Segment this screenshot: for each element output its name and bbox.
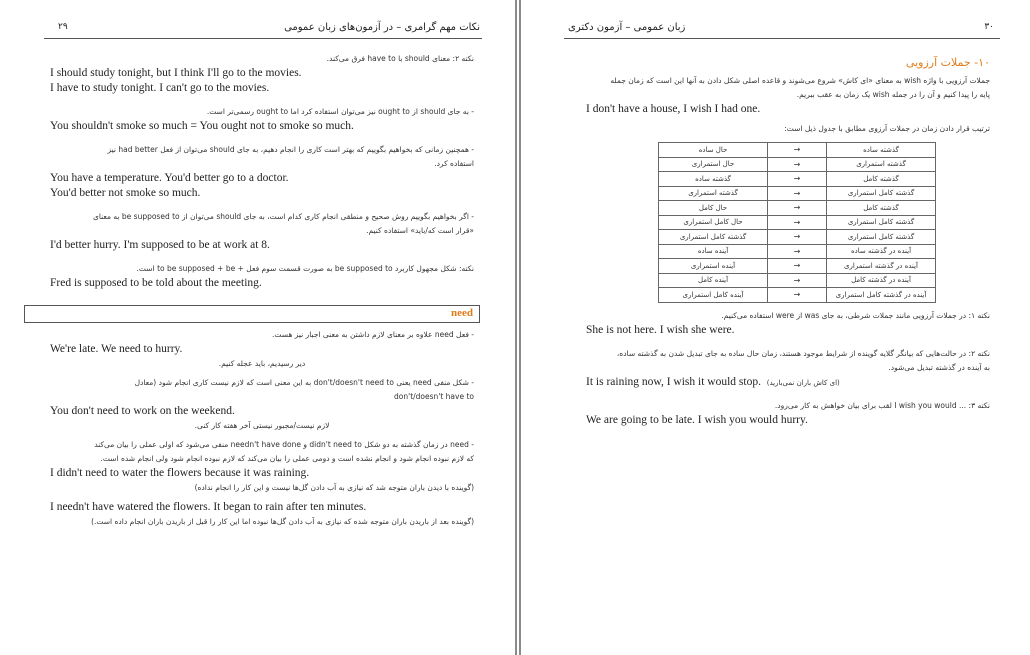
note-text: - need در زمان گذشته به دو شکل didn't need to و needn't have done منفی می‌شود که اولی عملی را بیان می‌کند bbox=[94, 440, 474, 449]
arrow-cell: → bbox=[768, 157, 827, 172]
note-text: نکته ۲: معنای should با have to فرق می‌کند. bbox=[326, 54, 474, 63]
tense-target-cell: گذشته ساده bbox=[827, 143, 936, 158]
tense-source-cell: گذشته ساده bbox=[659, 172, 768, 187]
intro-text: پایه را پیدا کنیم و آن را در جمله wish یک زمان به عقب ببریم. bbox=[796, 90, 990, 99]
translation-text: (گوینده بعد از باریدن باران متوجه شده که نیازی به آب دادن گل‌ها نبوده اما این کار را قبل از باریدن باران انجام داده است.) bbox=[91, 517, 474, 526]
tense-table-row bbox=[659, 157, 936, 172]
note-text: نکته: شکل مجهول کاربرد be supposed to به صورت قسمت سوم فعل + to be supposed + be است. bbox=[136, 264, 474, 273]
need-section-heading bbox=[24, 305, 480, 323]
example-sentence: I should study tonight, but I think I'll go to the movies. bbox=[50, 67, 302, 79]
right-page-number: ۳۰ bbox=[984, 22, 994, 32]
tense-target-cell: آینده در گذشته کامل bbox=[827, 273, 936, 288]
note-text: - به جای should از ought to نیز می‌توان استفاده کرد اما ought to رسمی‌تر است. bbox=[206, 107, 474, 116]
right-page-header-title: زبان عمومی – آزمون دکتری bbox=[568, 22, 686, 33]
section-title: ۱۰- جملات آرزویی bbox=[905, 56, 990, 69]
tense-target-cell: گذشته کامل استمراری bbox=[827, 186, 936, 201]
tense-table-row bbox=[659, 215, 936, 230]
intro-text: جملات آرزویی با واژه wish به معنای «ای کاش» شروع می‌شوند و قاعده اصلی شکل دادن به آنها این است که زمان جمله bbox=[610, 76, 990, 85]
tense-target-cell: آینده در گذشته ساده bbox=[827, 244, 936, 259]
arrow-cell: → bbox=[768, 215, 827, 230]
right-page-header bbox=[564, 22, 1000, 39]
right-page-content bbox=[586, 56, 990, 428]
example-sentence-text: It is raining now, I wish it would stop. bbox=[586, 375, 761, 388]
tense-source-cell: آینده کامل استمراری bbox=[659, 288, 768, 303]
tense-table-row bbox=[659, 288, 936, 303]
note-text: نکته ۲: در حالت‌هایی که بیانگر گلایه گوینده از شرایط موجود هستند، زمان حال ساده به جای تبدیل شدن به گذشته ساده، bbox=[616, 348, 990, 358]
example-sentence: I'd better hurry. I'm supposed to be at work at 8. bbox=[50, 239, 270, 251]
right-page bbox=[522, 0, 1030, 655]
note-text: استفاده کرد. bbox=[434, 159, 474, 168]
page-gutter-line bbox=[519, 0, 521, 655]
note-text: به آینده در گذشته تبدیل می‌شود. bbox=[888, 362, 990, 372]
left-page-header-title: نکات مهم گرامری – در آزمون‌های زبان عمومی bbox=[284, 22, 480, 33]
example-sentence: She is not here. I wish she were. bbox=[586, 323, 735, 336]
translation-text: لازم نیست/مجبور نیستی آخر هفته کار کنی. bbox=[194, 421, 330, 430]
tense-target-cell: گذشته کامل استمراری bbox=[827, 215, 936, 230]
tense-target-cell: گذشته کامل bbox=[827, 201, 936, 216]
tense-target-cell: گذشته استمراری bbox=[827, 157, 936, 172]
example-sentence bbox=[50, 342, 474, 357]
table-caption: ترتیب قرار دادن زمان در جملات آرزوی مطابق با جدول ذیل است: bbox=[784, 124, 990, 133]
tense-source-cell: آینده استمراری bbox=[659, 259, 768, 274]
example-sentence: We are going to be late. I wish you would hurry. bbox=[586, 413, 808, 426]
left-page-number: ۲۹ bbox=[58, 22, 68, 32]
tense-source-cell: حال استمراری bbox=[659, 157, 768, 172]
note-text: - شکل منفی need یعنی don't/doesn't need to به این معنی است که لازم نیست کاری انجام شود (معادل bbox=[134, 378, 474, 387]
example-sentence bbox=[586, 375, 990, 390]
arrow-cell: → bbox=[768, 230, 827, 245]
translation-text: دیر رسیدیم، باید عجله کنیم. bbox=[218, 359, 306, 368]
example-sentence: You have a temperature. You'd better go to a doctor. bbox=[50, 172, 289, 184]
note-text: - اگر بخواهیم بگوییم روش صحیح و منطقی انجام کاری کدام است، به جای should می‌توان از be supposed to به معنای bbox=[92, 212, 474, 221]
tense-table-row bbox=[659, 259, 936, 274]
left-page-content bbox=[50, 52, 474, 529]
tense-source-cell: حال کامل bbox=[659, 201, 768, 216]
tense-source-cell: گذشته کامل استمراری bbox=[659, 230, 768, 245]
left-page bbox=[0, 0, 514, 655]
arrow-cell: → bbox=[768, 143, 827, 158]
tense-table-row bbox=[659, 201, 936, 216]
note-text: «قرار است که/باید» استفاده کنیم. bbox=[366, 226, 474, 235]
arrow-cell: → bbox=[768, 186, 827, 201]
arrow-cell: → bbox=[768, 172, 827, 187]
example-sentence: Fred is supposed to be told about the meeting. bbox=[50, 277, 262, 289]
arrow-cell: → bbox=[768, 288, 827, 303]
arrow-cell: → bbox=[768, 259, 827, 274]
example-sentence-text: We're late. We need to hurry. bbox=[50, 343, 183, 355]
note-text: نکته ۱: در جملات آرزویی مانند جملات شرطی، به جای was از were استفاده می‌کنیم. bbox=[721, 310, 990, 320]
note-text: - فعل need علاوه بر معنای لازم داشتن به معنی اجبار نیز هست. bbox=[272, 330, 474, 339]
translation-text: (گوینده با دیدن باران متوجه شد که نیازی به آب دادن گل‌ها نیست و این کار را انجام نداده) bbox=[194, 483, 474, 492]
tense-table-row bbox=[659, 244, 936, 259]
example-sentence: I needn't have watered the flowers. It began to rain after ten minutes. bbox=[50, 501, 367, 513]
example-sentence: You'd better not smoke so much. bbox=[50, 187, 201, 199]
tense-table-row bbox=[659, 186, 936, 201]
translation-text: (ای کاش باران نمی‌بارید) bbox=[766, 378, 840, 387]
tense-table-row bbox=[659, 143, 936, 158]
example-sentence: You shouldn't smoke so much = You ought not to smoke so much. bbox=[50, 120, 354, 132]
need-heading-label: need bbox=[451, 307, 473, 319]
tense-source-cell: حال کامل استمراری bbox=[659, 215, 768, 230]
tense-table-row bbox=[659, 172, 936, 187]
example-sentence: I have to study tonight. I can't go to the movies. bbox=[50, 82, 270, 94]
left-page-header bbox=[44, 22, 482, 39]
tense-table-row bbox=[659, 273, 936, 288]
tense-table-row bbox=[659, 230, 936, 245]
example-sentence: I didn't need to water the flowers because it was raining. bbox=[50, 467, 310, 479]
note-text: که لازم نبوده انجام شود و انجام نشده است و دومی عملی را بیان می‌کند که لازم نبوده انجام شود ولی انجام شده است. bbox=[100, 454, 474, 463]
example-sentence: I don't have a house, I wish I had one. bbox=[586, 103, 761, 115]
tense-target-cell: آینده در گذشته کامل استمراری bbox=[827, 288, 936, 303]
example-sentence: You don't need to work on the weekend. bbox=[50, 405, 235, 417]
note-text: - همچنین زمانی که بخواهیم بگوییم که بهتر است کاری را انجام دهیم، به جای should می‌توان از فعل had better نیز bbox=[107, 145, 474, 154]
note-text: نکته ۳: ... I wish you would لقب برای بیان خواهش به کار می‌رود. bbox=[774, 400, 990, 410]
page-gutter-line bbox=[515, 0, 517, 655]
tense-source-cell: گذشته استمراری bbox=[659, 186, 768, 201]
note-text: don't/doesn't have to bbox=[394, 392, 474, 401]
tense-source-cell: آینده ساده bbox=[659, 244, 768, 259]
tense-source-cell: حال ساده bbox=[659, 143, 768, 158]
arrow-cell: → bbox=[768, 244, 827, 259]
arrow-cell: → bbox=[768, 201, 827, 216]
tense-target-cell: گذشته کامل bbox=[827, 172, 936, 187]
tense-target-cell: آینده در گذشته استمراری bbox=[827, 259, 936, 274]
tense-target-cell: گذشته کامل استمراری bbox=[827, 230, 936, 245]
tense-source-cell: آینده کامل bbox=[659, 273, 768, 288]
arrow-cell: → bbox=[768, 273, 827, 288]
tense-table bbox=[658, 142, 936, 303]
